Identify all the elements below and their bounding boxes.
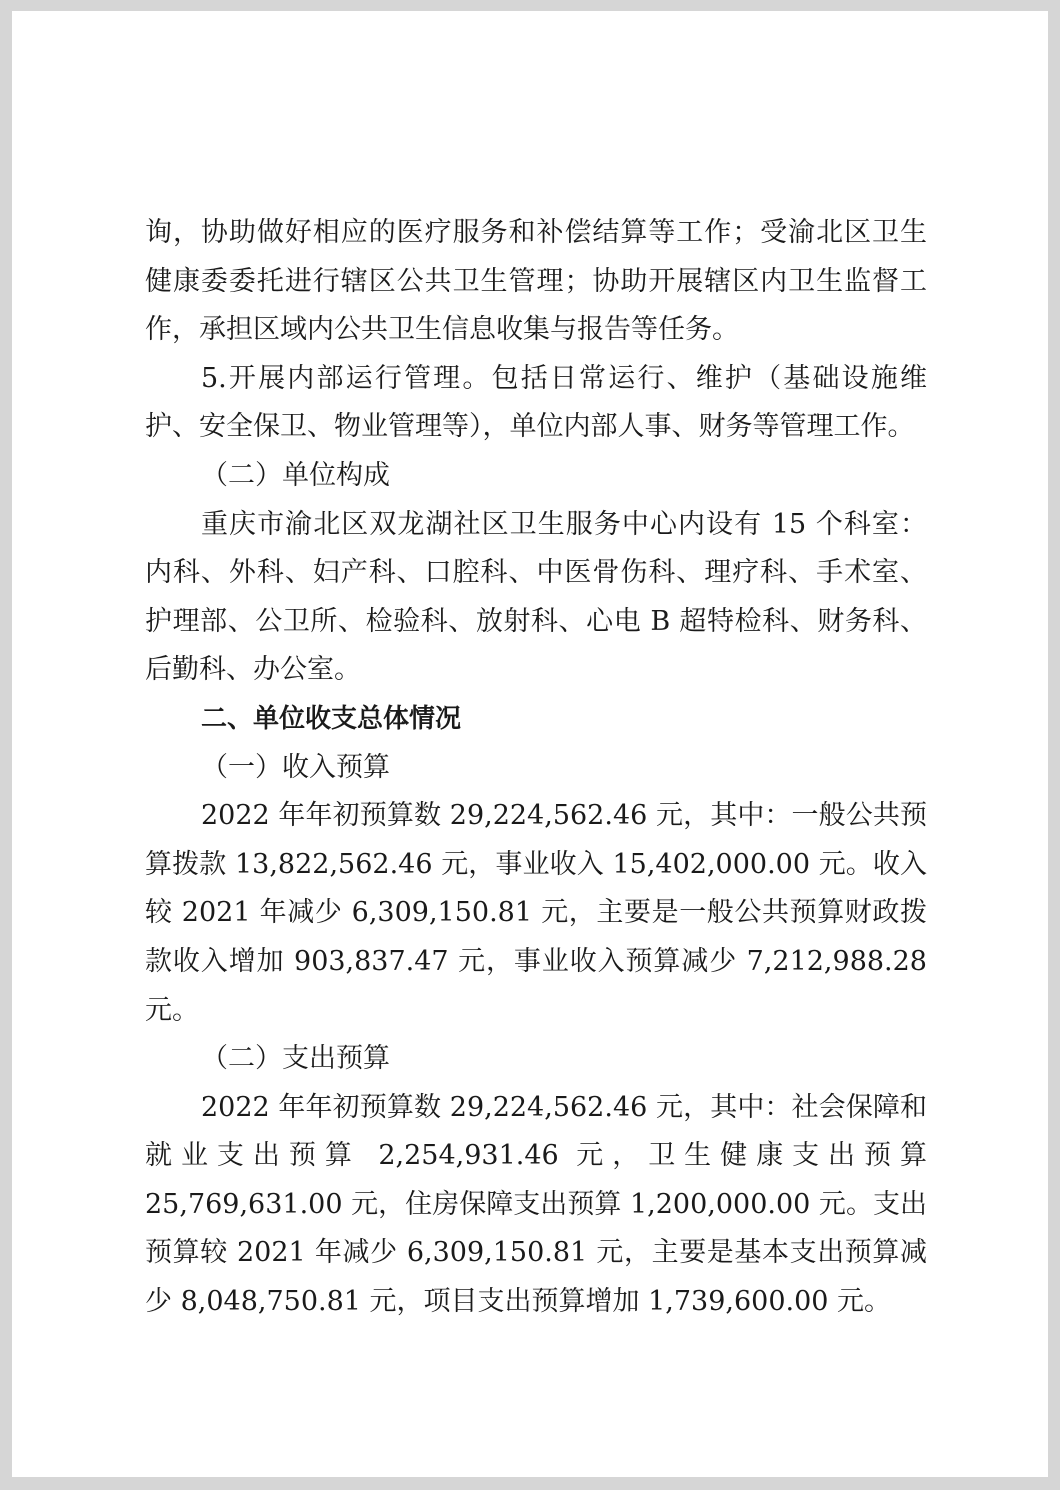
- document-page: [12, 11, 1048, 1477]
- subheading-expenditure-budget: （二）支出预算: [201, 1043, 390, 1075]
- paragraph-income-budget: 2022 年年初预算数 29,224,562.46 元，其中：一般公共预算拨款 13,822,562.46 元，事业收入 15,402,000.00 元。收入较 2021 年减少 6,309,150.81 元，主要是一般公共预算财政拨款收入增加 903,837.47 元，事业收入预算减少 7,212,988.28 元。: [145, 800, 927, 1026]
- section-heading-budget-overview: 二、单位收支总体情况: [201, 703, 462, 734]
- paragraph-departments: 重庆市渝北区双龙湖社区卫生服务中心内设有 15 个科室：内科、外科、妇产科、口腔科、中医骨伤科、理疗科、手术室、护理部、公卫所、检验科、放射科、心电 B 超特检科、财务科、后勤科、办公室。: [145, 508, 927, 686]
- paragraph-expenditure-budget: 2022 年年初预算数 29,224,562.46 元，其中：社会保障和就业支出预算 2,254,931.46 元，卫生健康支出预算 25,769,631.00 元，住房保障支出预算 1,200,000.00 元。支出预算较 2021 年减少 6,309,150.81 元，主要是基本支出预算减少 8,048,750.81 元，项目支出预算增加 1,739,600.00 元。: [145, 1091, 927, 1318]
- paragraph-duties-continued: 询，协助做好相应的医疗服务和补偿结算等工作；受渝北区卫生健康委委托进行辖区公共卫生管理；协助开展辖区内卫生监督工作，承担区域内公共卫生信息收集与报告等任务。: [145, 217, 927, 346]
- subheading-unit-composition: （二）单位构成: [201, 459, 390, 491]
- subheading-income-budget: （一）收入预算: [201, 751, 390, 783]
- document-body: [145, 209, 927, 1327]
- paragraph-internal-operations: 5.开展内部运行管理。包括日常运行、维护（基础设施维护、安全保卫、物业管理等），单位内部人事、财务等管理工作。: [145, 362, 927, 443]
